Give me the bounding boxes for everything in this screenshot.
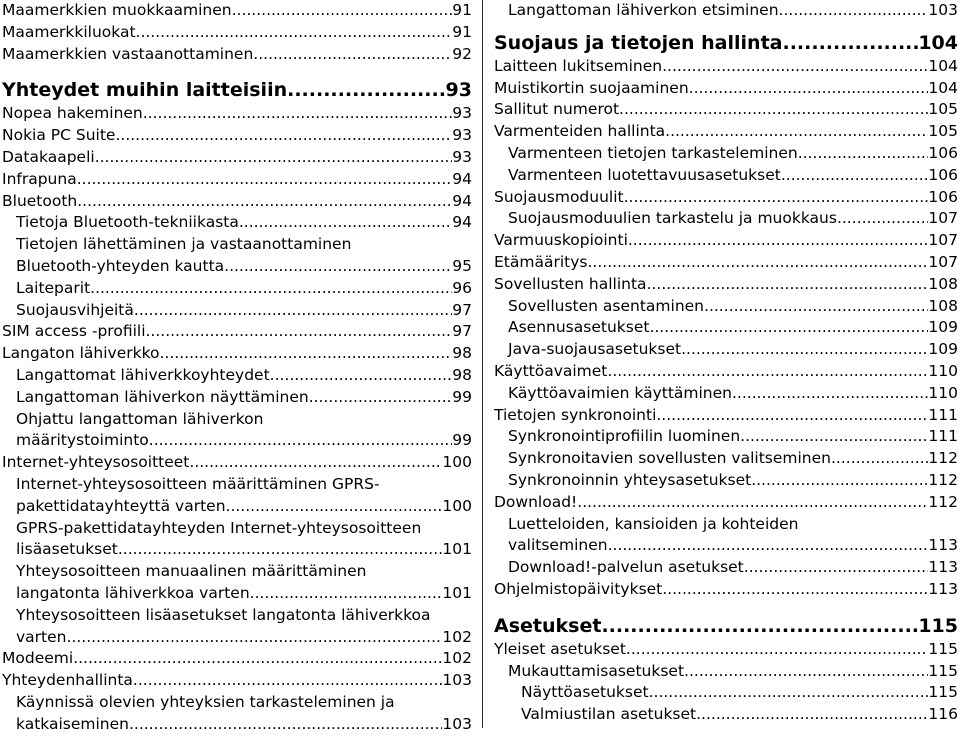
toc-left-column xyxy=(2,0,472,736)
toc-entry-title: Näyttöasetukset xyxy=(521,683,649,702)
toc-entry-title-first-line: Tietojen lähettäminen ja vastaanottaminen xyxy=(16,235,352,254)
toc-entry-title-first-line: Luetteloiden, kansioiden ja kohteiden xyxy=(508,514,799,533)
dot-leader xyxy=(782,30,918,56)
toc-entry-mukauttamisasetukset[interactable] xyxy=(494,661,958,683)
page-number: 105 xyxy=(928,122,958,141)
toc-entry-title: Bluetooth-yhteyden kautta xyxy=(16,256,225,275)
toc-entry-nopea-hakeminen[interactable] xyxy=(2,103,472,125)
toc-entry-synkronointiprofiilin-luominen[interactable] xyxy=(494,426,958,448)
page-number: 95 xyxy=(452,256,472,275)
dot-leader xyxy=(649,317,928,339)
toc-entry-title: Nokia PC Suite xyxy=(2,126,116,145)
toc-entry-title: Sovellusten hallinta xyxy=(494,274,647,293)
toc-entry-maamerkkiluokat[interactable] xyxy=(2,22,472,44)
page-number: 93 xyxy=(445,79,472,102)
toc-entry-title: Varmenteen luotettavuusasetukset xyxy=(508,165,781,184)
toc-entry-title: Datakaapeli xyxy=(2,147,95,166)
toc-right-column xyxy=(494,0,958,726)
toc-entry-title: varten xyxy=(16,627,67,646)
toc-entry-title: Bluetooth xyxy=(2,191,78,210)
page-number: 101 xyxy=(442,583,472,602)
toc-entry-yleiset-asetukset[interactable] xyxy=(494,639,958,661)
page-number: 100 xyxy=(442,453,472,472)
toc-entry-title-first-line: Yhteysosoitteen manuaalinen määrittäminen xyxy=(16,562,367,581)
page-number: 105 xyxy=(928,100,958,119)
page-number: 107 xyxy=(928,231,958,250)
dot-leader xyxy=(587,252,928,274)
toc-entry-title: määritystoiminto xyxy=(16,431,149,450)
dot-leader xyxy=(662,579,928,601)
toc-entry-suojausvihjeita[interactable] xyxy=(2,300,472,322)
page-number: 102 xyxy=(442,627,472,646)
dot-leader xyxy=(704,296,928,318)
page-number: 99 xyxy=(452,431,472,450)
toc-entry-katkaiseminen[interactable] xyxy=(2,692,472,736)
toc-entry-title: katkaiseminen xyxy=(16,714,129,733)
toc-entry-sovellusten-hallinta[interactable] xyxy=(494,274,958,296)
toc-entry-title: Langattomat lähiverkkoyhteydet xyxy=(16,365,270,384)
toc-entry-title-first-line: Yhteysosoitteen lisäasetukset langatonta lähiverkkoa xyxy=(16,605,431,624)
toc-entry-download-palvelun-asetukset[interactable] xyxy=(494,557,958,579)
page-number: 94 xyxy=(452,191,472,210)
page-number: 112 xyxy=(928,492,958,511)
page-number: 111 xyxy=(928,405,958,424)
toc-entry-java-suojausasetukset[interactable] xyxy=(494,339,958,361)
toc-entry-valmiustilan-asetukset[interactable] xyxy=(494,704,958,726)
page-number: 104 xyxy=(928,78,958,97)
page-number: 93 xyxy=(452,126,472,145)
page-number: 110 xyxy=(928,383,958,402)
toc-entry-title: Java-suojausasetukset xyxy=(508,340,682,359)
page-number: 115 xyxy=(928,661,958,680)
dot-leader xyxy=(250,583,443,605)
dot-leader xyxy=(647,274,929,296)
dot-leader xyxy=(649,682,929,704)
page-number: 97 xyxy=(452,322,472,341)
toc-entry-infrapuna[interactable] xyxy=(2,169,472,191)
toc-entry-kayttoavaimet[interactable] xyxy=(494,361,958,383)
toc-entry-title: Modeemi xyxy=(2,649,74,668)
dot-leader xyxy=(134,300,452,322)
dot-leader xyxy=(665,121,928,143)
toc-entry-title: pakettidatayhteyttä varten xyxy=(16,496,226,515)
page-number: 104 xyxy=(918,31,958,54)
toc-entry-title: Infrapuna xyxy=(2,169,77,188)
dot-leader xyxy=(143,103,453,125)
toc-entry-title: Suojausmoduulien tarkastelu ja muokkaus xyxy=(508,209,837,228)
toc-entry-title: Valmiustilan asetukset xyxy=(521,705,697,724)
toc-entry-suojausmoduulit[interactable] xyxy=(494,187,958,209)
page-number: 109 xyxy=(928,340,958,359)
dot-leader xyxy=(95,147,453,169)
page-number: 107 xyxy=(928,252,958,271)
dot-leader xyxy=(90,278,452,300)
dot-leader xyxy=(732,383,928,405)
toc-entry-nokia-pc-suite[interactable] xyxy=(2,125,472,147)
toc-entry-varmuuskopiointi[interactable] xyxy=(494,230,958,252)
toc-entry-title: Langattoman lähiverkon etsiminen xyxy=(508,1,779,19)
toc-entry-title-first-line: Internet-yhteysosoitteen määrittäminen GPRS- xyxy=(16,474,380,493)
page-number: 103 xyxy=(442,714,472,733)
dot-leader xyxy=(226,496,443,518)
page-number: 107 xyxy=(928,209,958,228)
toc-entry-tietojen-synkronointi[interactable] xyxy=(494,405,958,427)
toc-entry-title: valitseminen xyxy=(508,536,608,555)
page-number: 113 xyxy=(928,536,958,555)
dot-leader xyxy=(601,613,918,639)
page-number: 97 xyxy=(452,300,472,319)
dot-leader xyxy=(619,99,928,121)
toc-entry-title: Ohjelmistopäivitykset xyxy=(494,579,663,598)
toc-entry-title: Suojausvihjeitä xyxy=(16,300,134,319)
page-number: 106 xyxy=(928,165,958,184)
dot-leader xyxy=(781,165,929,187)
toc-entry-title: Sallitut numerot xyxy=(494,100,620,119)
toc-entry-title: Suojausmoduulit xyxy=(494,187,624,206)
page-number: 113 xyxy=(928,579,958,598)
dot-leader xyxy=(628,230,929,252)
page-number: 93 xyxy=(452,147,472,166)
toc-entry-maamerkkien-muokkaaminen[interactable] xyxy=(2,0,472,22)
dot-leader xyxy=(798,143,929,165)
dot-leader xyxy=(689,78,929,100)
toc-section-heading-asetukset[interactable] xyxy=(494,613,958,639)
toc-entry-suojausmoduulien-tarkastelu-ja-muokkaus[interactable] xyxy=(494,208,958,230)
toc-section-heading-suojaus-ja-tietojen-hallinta[interactable] xyxy=(494,30,958,56)
toc-entry-title: Muistikortin suojaaminen xyxy=(494,78,689,97)
page-number: 115 xyxy=(918,614,958,637)
toc-entry-title: lisäasetukset xyxy=(16,540,118,559)
toc-entry-title: Laitteen lukitseminen xyxy=(494,56,663,75)
page-number: 98 xyxy=(452,365,472,384)
toc-entry-title: Langattoman lähiverkon näyttäminen xyxy=(16,387,309,406)
toc-entry-laitteen-lukitseminen[interactable] xyxy=(494,56,958,78)
dot-leader xyxy=(309,387,453,409)
toc-entry-langattomat-lahiverkkoyhteydet[interactable] xyxy=(2,365,472,387)
toc-entry-sallitut-numerot[interactable] xyxy=(494,99,958,121)
toc-entry-laiteparit[interactable] xyxy=(2,278,472,300)
page-number: 116 xyxy=(928,705,958,724)
page-number: 110 xyxy=(928,361,958,380)
toc-entry-title: Varmenteiden hallinta xyxy=(494,122,666,141)
toc-entry-title: Varmuuskopiointi xyxy=(494,231,628,250)
toc-entry-title: Internet-yhteysosoitteet xyxy=(2,453,190,472)
dot-leader xyxy=(77,191,452,213)
toc-entry-ohjelmistopaivitykset[interactable] xyxy=(494,579,958,601)
toc-entry-title: Asennusasetukset xyxy=(508,318,650,337)
toc-entry-title: Varmenteen tietojen tarkasteleminen xyxy=(508,143,798,162)
toc-entry-title: Download! xyxy=(494,492,578,511)
page-number: 94 xyxy=(452,169,472,188)
toc-entry-title: Suojaus ja tietojen hallinta xyxy=(494,31,783,54)
toc-entry-etamaaritys[interactable] xyxy=(494,252,958,274)
toc-entry-title: Yhteydenhallinta xyxy=(2,671,133,690)
toc-entry-valitseminen[interactable] xyxy=(494,514,958,558)
page-number: 104 xyxy=(928,56,958,75)
dot-leader xyxy=(577,492,928,514)
page-number: 99 xyxy=(452,387,472,406)
toc-entry-title: Maamerkkien vastaanottaminen xyxy=(2,44,254,63)
section-spacer xyxy=(2,65,472,77)
toc-entry-title: SIM access -profiili xyxy=(2,322,146,341)
page-number: 108 xyxy=(928,296,958,315)
toc-entry-title: Käyttöavaimet xyxy=(494,361,608,380)
toc-entry-synkronoinnin-yhteysasetukset[interactable] xyxy=(494,470,958,492)
page-number: 91 xyxy=(452,22,472,41)
page-number: 115 xyxy=(928,683,958,702)
dot-leader xyxy=(837,208,928,230)
toc-entry-title-first-line: Käynnissä olevien yhteyksien tarkasteleminen ja xyxy=(16,692,395,711)
toc-entry-title: Langaton lähiverkko xyxy=(2,344,160,363)
dot-leader xyxy=(129,714,442,736)
dot-leader xyxy=(287,77,445,103)
dot-leader xyxy=(744,557,929,579)
toc-entry-sovellusten-asentaminen[interactable] xyxy=(494,296,958,318)
dot-leader xyxy=(115,125,452,147)
dot-leader xyxy=(73,648,442,670)
section-spacer xyxy=(494,601,958,613)
page-number: 101 xyxy=(442,540,472,559)
toc-entry-title: Yhteydet muihin laitteisiin xyxy=(2,79,288,102)
dot-leader xyxy=(831,448,928,470)
toc-entry-title: langatonta lähiverkkoa varten xyxy=(16,583,250,602)
toc-entry-title: Mukauttamisasetukset xyxy=(508,661,685,680)
toc-entry-bluetooth[interactable] xyxy=(2,191,472,213)
toc-entry-title: Nopea hakeminen xyxy=(2,104,143,123)
toc-entry-download[interactable] xyxy=(494,492,958,514)
dot-leader xyxy=(656,405,928,427)
dot-leader xyxy=(253,44,452,66)
dot-leader xyxy=(239,212,452,234)
dot-leader xyxy=(779,0,929,22)
page-number: 115 xyxy=(928,639,958,658)
column-divider xyxy=(482,0,483,728)
page-number: 109 xyxy=(928,318,958,337)
toc-section-heading-yhteydet-muihin-laitteisiin[interactable] xyxy=(2,77,472,103)
toc-entry-bluetooth-yhteyden-kautta[interactable] xyxy=(2,234,472,278)
toc-entry-modeemi[interactable] xyxy=(2,648,472,670)
toc-entry-title-first-line: GPRS-pakettidatayhteyden Internet-yhteysosoitteen xyxy=(16,518,422,537)
toc-entry-varmenteiden-hallinta[interactable] xyxy=(494,121,958,143)
toc-entry-kayttoavaimien-kayttaminen[interactable] xyxy=(494,383,958,405)
toc-entry-asennusasetukset[interactable] xyxy=(494,317,958,339)
page-number: 103 xyxy=(928,1,958,19)
toc-entry-title: Etämääritys xyxy=(494,252,588,271)
page-number: 108 xyxy=(928,274,958,293)
toc-entry-synkronoitavien-sovellusten-valitseminen[interactable] xyxy=(494,448,958,470)
page-number: 103 xyxy=(442,671,472,690)
dot-leader xyxy=(626,639,928,661)
toc-entry-title: Tietojen synkronointi xyxy=(494,405,657,424)
toc-entry-langattoman-lahiverkon-nayttaminen[interactable] xyxy=(2,387,472,409)
dot-leader xyxy=(189,452,442,474)
page-number: 94 xyxy=(452,213,472,232)
toc-entry-langaton-lahiverkko[interactable] xyxy=(2,343,472,365)
page-number: 112 xyxy=(928,470,958,489)
dot-leader xyxy=(133,670,442,692)
toc-entry-title: Asetukset xyxy=(494,614,602,637)
toc-entry-maaritystoiminto[interactable] xyxy=(2,409,472,453)
dot-leader xyxy=(740,426,928,448)
toc-entry-title: Synkronointiprofiilin luominen xyxy=(508,427,741,446)
toc-entry-title: Maamerkkiluokat xyxy=(2,22,136,41)
dot-leader xyxy=(696,704,928,726)
toc-entry-varmenteen-luotettavuusasetukset[interactable] xyxy=(494,165,958,187)
section-spacer xyxy=(494,22,958,30)
toc-entry-title: Sovellusten asentaminen xyxy=(508,296,705,315)
toc-entry-title: Tietoja Bluetooth-tekniikasta xyxy=(16,213,239,232)
dot-leader xyxy=(608,535,929,557)
dot-leader xyxy=(607,361,928,383)
toc-entry-title: Synkronoitavien sovellusten valitseminen xyxy=(508,449,831,468)
page-number: 93 xyxy=(452,104,472,123)
toc-entry-title-first-line: Ohjattu langattoman lähiverkon xyxy=(16,409,264,428)
toc-entry-title: Yleiset asetukset xyxy=(494,639,626,658)
toc-entry-pakettidatayhteytta-varten[interactable] xyxy=(2,474,472,518)
dot-leader xyxy=(77,169,453,191)
toc-entry-datakaapeli[interactable] xyxy=(2,147,472,169)
dot-leader xyxy=(662,56,928,78)
dot-leader xyxy=(146,321,453,343)
toc-entry-title: Maamerkkien muokkaaminen xyxy=(2,1,232,19)
dot-leader xyxy=(624,187,929,209)
page-number: 91 xyxy=(452,1,472,19)
toc-entry-yhteydenhallinta[interactable] xyxy=(2,670,472,692)
dot-leader xyxy=(684,661,928,683)
page-number: 113 xyxy=(928,558,958,577)
toc-entry-title: Download!-palvelun asetukset xyxy=(508,558,744,577)
dot-leader xyxy=(751,470,928,492)
page-number: 96 xyxy=(452,278,472,297)
toc-entry-sim-access-profiili[interactable] xyxy=(2,321,472,343)
page-number: 100 xyxy=(442,496,472,515)
toc-entry-varmenteen-tietojen-tarkasteleminen[interactable] xyxy=(494,143,958,165)
dot-leader xyxy=(136,22,453,44)
toc-entry-title: Käyttöavaimien käyttäminen xyxy=(508,383,732,402)
toc-entry-varten[interactable] xyxy=(2,605,472,649)
page-number: 92 xyxy=(452,44,472,63)
dot-leader xyxy=(160,343,453,365)
toc-entry-title: Laiteparit xyxy=(16,278,91,297)
toc-entry-internet-yhteysosoitteet[interactable] xyxy=(2,452,472,474)
page-number: 106 xyxy=(928,143,958,162)
dot-leader xyxy=(66,627,442,649)
page-number: 98 xyxy=(452,344,472,363)
dot-leader xyxy=(270,365,453,387)
toc-entry-langattoman-lahiverkon-etsiminen[interactable] xyxy=(494,0,958,22)
toc-entry-tietoja-bluetooth-tekniikasta[interactable] xyxy=(2,212,472,234)
toc-entry-lisaasetukset[interactable] xyxy=(2,518,472,562)
toc-entry-nayttoasetukset[interactable] xyxy=(494,682,958,704)
toc-entry-muistikortin-suojaaminen[interactable] xyxy=(494,78,958,100)
page-number: 112 xyxy=(928,449,958,468)
page-number: 111 xyxy=(928,427,958,446)
toc-entry-title: Synkronoinnin yhteysasetukset xyxy=(508,470,752,489)
dot-leader xyxy=(232,0,453,22)
dot-leader xyxy=(118,539,443,561)
toc-entry-langatonta-lahiverkkoa-varten[interactable] xyxy=(2,561,472,605)
dot-leader xyxy=(149,430,453,452)
page-number: 106 xyxy=(928,187,958,206)
dot-leader xyxy=(681,339,928,361)
page-number: 102 xyxy=(442,649,472,668)
toc-entry-maamerkkien-vastaanottaminen[interactable] xyxy=(2,44,472,66)
dot-leader xyxy=(224,256,452,278)
